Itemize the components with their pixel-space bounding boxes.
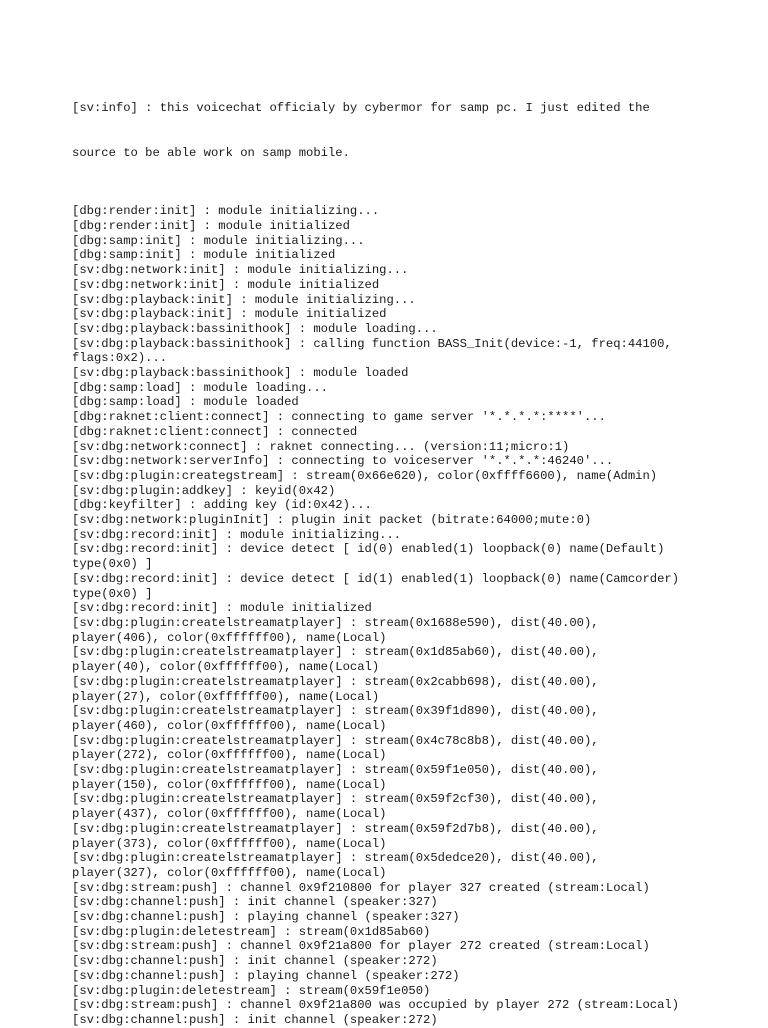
log-line: player(27), color(0xffffff00), name(Local) xyxy=(72,689,380,704)
log-line: [sv:dbg:plugin:createlstreamatplayer] : stream(0x5dedce20), dist(40.00), xyxy=(72,851,599,866)
log-entry xyxy=(72,851,712,880)
log-line: [sv:dbg:network:init] : module initialized xyxy=(72,277,380,292)
log-entry xyxy=(72,248,712,263)
log-line: [sv:dbg:network:init] : module initializing... xyxy=(72,263,409,278)
log-line: player(437), color(0xffffff00), name(Local) xyxy=(72,807,387,822)
log-line: [sv:dbg:plugin:createlstreamatplayer] : stream(0x59f1e050), dist(40.00), xyxy=(72,763,599,778)
log-entry xyxy=(72,322,712,337)
log-entry xyxy=(72,645,712,674)
log-line: [sv:dbg:stream:push] : channel 0x9f21a800 for player 272 created (stream:Local) xyxy=(72,939,650,954)
log-entry xyxy=(72,337,712,366)
log-entry xyxy=(72,234,712,249)
log-line: [sv:dbg:playback:init] : module initializing... xyxy=(72,292,416,307)
log-entry xyxy=(72,822,712,851)
log-entry xyxy=(72,910,712,925)
log-entry xyxy=(72,381,712,396)
log-line: [sv:dbg:network:serverInfo] : connecting to voiceserver '*.*.*.*:46240'... xyxy=(72,454,614,469)
log-line: [dbg:samp:load] : module loaded xyxy=(72,395,299,410)
log-entry xyxy=(72,410,712,425)
log-line: [sv:dbg:record:init] : device detect [ id(1) enabled(1) loopback(0) name(Camcorder) xyxy=(72,571,680,586)
log-line: [sv:dbg:channel:push] : init channel (speaker:272) xyxy=(72,1012,438,1027)
log-entry xyxy=(72,969,712,984)
log-entry xyxy=(72,763,712,792)
log-line: [sv:dbg:stream:push] : channel 0x9f210800 for player 327 created (stream:Local) xyxy=(72,880,650,895)
log-line: player(373), color(0xffffff00), name(Local) xyxy=(72,836,387,851)
log-entry xyxy=(72,395,712,410)
log-line: [sv:dbg:plugin:createlstreamatplayer] : stream(0x59f2d7b8), dist(40.00), xyxy=(72,821,599,836)
log-line: [sv:dbg:channel:push] : init channel (speaker:327) xyxy=(72,895,438,910)
log-line: [sv:dbg:record:init] : module initializing... xyxy=(72,527,402,542)
log-line: [sv:dbg:playback:bassinithook] : calling function BASS_Init(device:-1, freq:44100, xyxy=(72,336,672,351)
log-entry xyxy=(72,616,712,645)
log-line: [sv:dbg:plugin:createlstreamatplayer] : stream(0x4c78c8b8), dist(40.00), xyxy=(72,733,599,748)
debug-log xyxy=(72,204,712,1027)
log-line: [dbg:samp:init] : module initialized xyxy=(72,248,336,263)
log-line: [sv:dbg:plugin:createlstreamatplayer] : stream(0x39f1d890), dist(40.00), xyxy=(72,704,599,719)
log-line: [sv:dbg:plugin:deletestream] : stream(0x1d85ab60) xyxy=(72,924,431,939)
log-entry xyxy=(72,939,712,954)
log-entry xyxy=(72,425,712,440)
log-line: [sv:dbg:channel:push] : playing channel (speaker:272) xyxy=(72,968,460,983)
log-line: [dbg:raknet:client:connect] : connecting to game server '*.*.*.*:****'... xyxy=(72,410,606,425)
log-line: [sv:dbg:plugin:createlstreamatplayer] : stream(0x1d85ab60), dist(40.00), xyxy=(72,645,599,660)
log-entry xyxy=(72,513,712,528)
intro-paragraph xyxy=(72,72,712,190)
log-entry xyxy=(72,366,712,381)
log-entry xyxy=(72,881,712,896)
log-entry xyxy=(72,204,712,219)
log-entry xyxy=(72,1013,712,1028)
log-line: [sv:dbg:playback:bassinithook] : module loaded xyxy=(72,366,409,381)
log-line: [sv:dbg:plugin:createlstreamatplayer] : stream(0x1688e590), dist(40.00), xyxy=(72,616,599,630)
log-line: [sv:dbg:plugin:createlstreamatplayer] : stream(0x2cabb698), dist(40.00), xyxy=(72,674,599,689)
log-entry xyxy=(72,601,712,616)
log-line: [sv:dbg:plugin:creategstream] : stream(0x66e620), color(0xffff6600), name(Admin) xyxy=(72,468,658,483)
log-entry xyxy=(72,528,712,543)
log-entry xyxy=(72,998,712,1013)
log-line: [sv:dbg:playback:init] : module initialized xyxy=(72,307,387,322)
log-line: [sv:dbg:network:pluginInit] : plugin init packet (bitrate:64000;mute:0) xyxy=(72,513,592,528)
log-line: player(460), color(0xffffff00), name(Local) xyxy=(72,718,387,733)
log-line: [sv:dbg:network:connect] : raknet connecting... (version:11;micro:1) xyxy=(72,439,570,454)
log-line: [dbg:samp:init] : module initializing... xyxy=(72,233,365,248)
log-line: [dbg:keyfilter] : adding key (id:0x42)... xyxy=(72,498,372,513)
log-entry xyxy=(72,984,712,999)
log-entry xyxy=(72,572,712,601)
log-line: [dbg:raknet:client:connect] : connected xyxy=(72,424,358,439)
log-entry xyxy=(72,704,712,733)
log-entry xyxy=(72,307,712,322)
log-entry xyxy=(72,895,712,910)
log-line: [sv:dbg:channel:push] : init channel (speaker:272) xyxy=(72,954,438,969)
log-line: player(40), color(0xffffff00), name(Local) xyxy=(72,660,380,675)
log-entry xyxy=(72,219,712,234)
log-line: type(0x0) ] xyxy=(72,586,153,601)
log-entry xyxy=(72,484,712,499)
log-entry xyxy=(72,293,712,308)
log-line: [dbg:render:init] : module initializing... xyxy=(72,204,380,219)
log-entry xyxy=(72,454,712,469)
log-entry xyxy=(72,734,712,763)
log-line: type(0x0) ] xyxy=(72,557,153,572)
log-line: [sv:dbg:channel:push] : playing channel (speaker:327) xyxy=(72,910,460,925)
log-entry xyxy=(72,925,712,940)
log-line: [dbg:samp:load] : module loading... xyxy=(72,380,328,395)
log-entry xyxy=(72,278,712,293)
log-line: [sv:dbg:stream:push] : channel 0x9f21a800 was occupied by player 272 (stream:Local) xyxy=(72,998,680,1013)
log-entry xyxy=(72,440,712,455)
log-line: [sv:dbg:record:init] : module initialized xyxy=(72,601,372,616)
log-entry xyxy=(72,469,712,484)
document-page xyxy=(72,72,712,1028)
log-line: player(150), color(0xffffff00), name(Local) xyxy=(72,777,387,792)
log-line: player(327), color(0xffffff00), name(Local) xyxy=(72,865,387,880)
log-line: flags:0x2)... xyxy=(72,351,168,366)
log-line: [sv:dbg:record:init] : device detect [ id(0) enabled(1) loopback(0) name(Default) xyxy=(72,542,665,557)
log-line: [sv:dbg:plugin:createlstreamatplayer] : stream(0x59f2cf30), dist(40.00), xyxy=(72,792,599,807)
log-entry xyxy=(72,954,712,969)
log-line: player(272), color(0xffffff00), name(Local) xyxy=(72,748,387,763)
log-entry xyxy=(72,675,712,704)
intro-line: source to be able work on samp mobile. xyxy=(72,145,350,160)
log-entry xyxy=(72,792,712,821)
log-line: player(406), color(0xffffff00), name(Local) xyxy=(72,630,387,645)
log-line: [sv:dbg:plugin:deletestream] : stream(0x59f1e050) xyxy=(72,983,431,998)
intro-line: [sv:info] : this voicechat officialy by cybermor for samp pc. I just edited the xyxy=(72,101,650,116)
log-line: [sv:dbg:plugin:addkey] : keyid(0x42) xyxy=(72,483,336,498)
log-entry xyxy=(72,498,712,513)
log-line: [sv:dbg:playback:bassinithook] : module loading... xyxy=(72,321,438,336)
log-line: [dbg:render:init] : module initialized xyxy=(72,219,350,234)
log-entry xyxy=(72,263,712,278)
log-entry xyxy=(72,542,712,571)
